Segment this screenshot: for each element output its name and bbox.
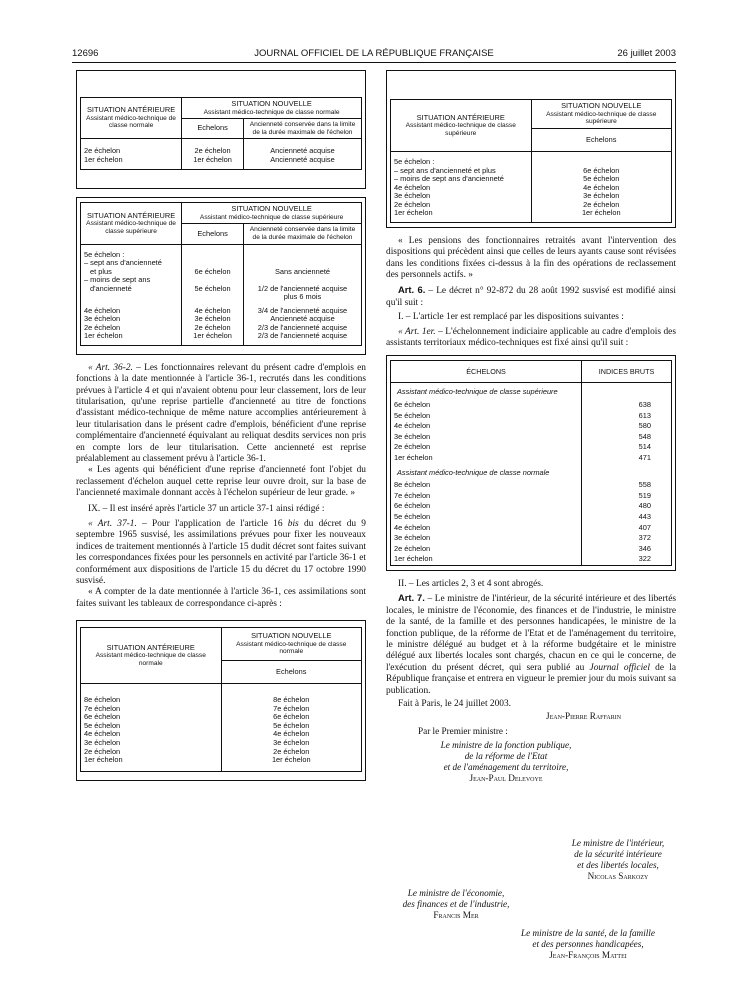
signature-title: et de l'aménagement du territoire, [443,762,569,772]
cell-anciennete: 2/3 de l'ancienneté acquise [243,324,361,333]
cell-indice: 638 [582,400,672,411]
cell-echelon: 1er échelon [182,156,244,165]
header-label: SITUATION ANTÉRIEURE [87,210,176,220]
header-label: SITUATION NOUVELLE [251,631,332,641]
signature-fonction-publique [386,740,626,784]
table-row [391,184,672,193]
cell-ante: 3e échelon [81,315,182,324]
signature-name: Jean-Paul Delevoye [469,773,543,783]
header-sub: Assistant médico-technique de classe normale [203,108,340,116]
header-sub: Assistant médico-technique de classe supérieure [199,213,344,221]
header-label: SITUATION NOUVELLE [231,204,312,214]
cell-ante: 1er échelon [391,209,532,218]
signature-title: de la réforme de l'Etat [464,751,548,761]
cell-indice: 443 [582,512,672,523]
header-sub: Assistant médico-technique de classe supérieure [86,220,176,235]
header-label: SITUATION ANTÉRIEURE [87,105,176,115]
bis-word: bis [287,518,299,529]
col-echelons: ÉCHELONS [391,361,582,383]
paragraph-fait-a-paris: Fait à Paris, le 24 juillet 2003. [398,699,512,710]
table-row [391,512,672,523]
cell-ante-line: – sept ans d'ancienneté [81,259,182,268]
signature-title: des finances et de l'industrie, [402,899,510,909]
article-ref: Art. 6. [398,284,426,296]
table-row [391,192,672,201]
par-le-premier-ministre: Par le Premier ministre : [418,726,508,736]
article-ref: « Art. 36-2. [88,362,133,373]
cell-echelon: 1er échelon [221,756,362,765]
table-row [81,730,362,739]
header-sub: Assistant médico-technique de classe supérieure [405,122,516,137]
cell-ante: 2e échelon [391,201,532,210]
paragraph: « A compter de la date mentionnée à l'article 36-1, ces assimilations sont faites suivant les tableaux de correspondance ci-après : [76,587,366,609]
cell-ante: – sept ans d'ancienneté et plus [391,167,532,176]
signature-title: de la sécurité intérieure [574,849,662,859]
table3-frame [76,620,366,780]
cell-echelon: 8e échelon [221,696,362,705]
header-sub: Assistant médico-technique de classe supérieure [546,110,657,126]
cell-anciennete: Ancienneté acquise [243,156,361,165]
header-label: SITUATION ANTÉRIEURE [416,112,505,122]
article-ref: Art. 7. [398,592,425,604]
paragraph-art-6 [386,284,676,309]
paragraph-ix: IX. – Il est inséré après l'article 37 un article 37-1 ainsi rédigé : [88,503,325,514]
paragraph-ii: II. – Les articles 2, 3 et 4 sont abrogés. [398,578,544,589]
cell-anciennete: Ancienneté acquise [243,147,361,156]
col-indices-bruts: INDICES BRUTS [582,361,672,383]
cell-echelon: 5e échelon [531,175,672,184]
cell-ante: d'ancienneté [81,285,182,294]
table-row [391,533,672,544]
table-normal-assimilation [80,627,362,771]
paragraph-text: du décret du 9 septembre 1965 susvisé, les assimilations prévues pour fixer les nouveaux indices de traitement mentionnés à l'article 15 dudit décret sont faites suivant les correspondances fixées pour les personnels en activité par l'article 36-1 et conformément aux dispositions de l'article 15 du décret du 17 octobre 1990 susvisé. [76,518,366,586]
cell-echelon: 8e échelon [391,480,582,491]
col-situation-nouvelle [182,203,362,224]
cell-indice: 514 [582,442,672,453]
cell-ante: 3e échelon [81,739,222,748]
table-row [391,421,672,432]
cell-echelon: 6e échelon [221,713,362,722]
cell-echelon: 2e échelon [182,324,244,333]
paragraph-text: – L'échelonnement indiciaire applicable au cadre d'emplois des assistants territoriaux médico-techniques est fixé ainsi qu'il suit : [386,326,676,349]
cell-ante: 2e échelon [81,324,182,333]
cell-ante: 5e échelon [81,722,222,731]
cell-echelon: 5e échelon [391,411,582,422]
col-situation-anterieure [391,100,532,152]
paragraph-text: – Pour l'application de l'article 16 [136,518,288,529]
cell-echelon: 1er échelon [391,453,582,464]
table-row [81,722,362,731]
signature-title: Le ministre de l'intérieur, [571,838,665,848]
table-row [391,491,672,502]
col-situation-nouvelle [221,628,362,661]
left-body-text [76,363,366,611]
table-row [391,501,672,512]
cell-echelon: 2e échelon [531,201,672,210]
cell-indice: 372 [582,533,672,544]
cell-indice: 558 [582,480,672,491]
right-column [386,70,676,710]
table-row [391,432,672,443]
running-header [72,48,676,62]
col-situation-anterieure [81,628,222,684]
page-number: 12696 [72,48,99,59]
signature-name: Francis Mer [433,910,479,920]
cell-anciennete: 3/4 de l'ancienneté acquise [243,307,361,316]
cell-ante: 7e échelon [81,705,222,714]
cell-echelon: 1er échelon [391,554,582,565]
table-row [391,201,672,210]
cell-echelon-5: 5e échelon : [391,158,532,167]
cell-ante: 8e échelon [81,696,222,705]
table-row [391,400,672,411]
left-column [76,70,366,789]
signature-name: Jean-François Mattei [549,950,627,960]
table5-frame [386,355,676,571]
header-label: SITUATION ANTÉRIEURE [106,642,195,652]
signature-title: Le ministre de la santé, de la famille [521,928,655,938]
header-rule [72,62,676,63]
cell-echelon: 6e échelon [182,268,244,277]
cell-echelon: 5e échelon [221,722,362,731]
cell-indice: 480 [582,501,672,512]
cell-ante: – moins de sept ans d'ancienneté [391,175,532,184]
col-situation-nouvelle [182,98,362,119]
section-title: Assistant médico-technique de classe normale [391,464,582,481]
cell-ante: 1er échelon [81,156,182,165]
table4-frame [386,70,676,228]
table-row [391,411,672,422]
cell-echelon: 4e échelon [391,523,582,534]
article-ref: « Art. 1er. [398,326,436,337]
journal-ref: Journal officiel [589,662,650,673]
table2-frame [76,197,366,354]
signature-interieur [530,838,706,882]
table-row [81,332,362,341]
cell-ante: 1er échelon [81,332,182,341]
col-situation-anterieure [81,203,182,244]
cell-echelon: 5e échelon [391,512,582,523]
table-row [81,756,362,765]
cell-anciennete: 2/3 de l'ancienneté acquise [243,332,361,341]
signature-title: et des libertés locales, [577,860,659,870]
table-row [391,442,672,453]
header-label: SITUATION NOUVELLE [561,101,642,110]
table-superieure-assimilation [390,99,672,223]
table-row [81,156,362,165]
table-row [391,453,672,464]
col-echelons: Echelons [221,660,362,684]
cell-indice: 580 [582,421,672,432]
col-echelons: Echelons [182,224,244,244]
cell-ante: 3e échelon [391,192,532,201]
cell-ante: et plus [81,268,182,277]
cell-ante: 4e échelon [81,730,222,739]
cell-ante: 2e échelon [81,147,182,156]
table-row [81,748,362,757]
col-anciennete: Ancienneté conservée dans la limite de la durée maximale de l'échelon [243,224,361,244]
cell-echelon: 6e échelon [391,501,582,512]
paragraph-text: de la République française et entrera en vigueur le premier jour du mois suivant sa publication. [386,662,677,696]
table-row [391,544,672,555]
cell-echelon: 7e échelon [221,705,362,714]
table-row [391,175,672,184]
cell-echelon: 6e échelon [531,167,672,176]
cell-ante: 6e échelon [81,713,222,722]
cell-echelon: 1er échelon [531,209,672,218]
signature-economie [386,888,526,921]
table-row [391,480,672,491]
cell-echelon: 4e échelon [531,184,672,193]
table-indices-bruts [390,360,672,566]
table1-frame [76,70,366,189]
cell-ante: 4e échelon [391,184,532,193]
cell-echelon: 1er échelon [182,332,244,341]
cell-echelon: 3e échelon [391,533,582,544]
right-body-text [386,236,676,350]
col-echelons: Echelons [531,128,672,152]
signature-title: Le ministre de l'économie, [407,888,505,898]
table-row [391,209,672,218]
cell-echelon: 2e échelon [391,442,582,453]
paragraph-art-36-2 [76,363,366,466]
col-situation-nouvelle [531,100,672,129]
table-row [81,739,362,748]
table-row [391,523,672,534]
cell-echelon: 5e échelon [182,285,244,294]
paragraph-art-37-1 [76,519,366,587]
cell-echelon: 3e échelon [221,739,362,748]
table-row [81,705,362,714]
header-sub: Assistant médico-technique de classe normale [236,640,347,656]
signature-title: Le ministre de la fonction publique, [440,740,572,750]
cell-indice: 613 [582,411,672,422]
cell-echelon-5: 5e échelon : [81,251,182,260]
signature-name: Nicolas Sarkozy [587,871,649,881]
header-sub: Assistant médico-technique de classe normale [86,114,176,130]
cell-echelon: 4e échelon [182,307,244,316]
paragraph-text: – Le ministre de l'intérieur, de la sécurité intérieure et des libertés locales, le ministre de l'économie, des finances et de l'industrie, le ministre de la santé, de la famille et des personnes handicapées, le ministre de la fonction publique, de la réforme de l'Etat et de l'aménagement du territoire, le ministre délégué au budget et à la réforme budgétaire et le ministre délégué aux libertés locales sont chargés, chacun en ce qui le concerne, de l'exécution du présent décret, qui sera publié au [386,594,677,673]
cell-ante-line: – moins de sept ans [81,276,182,285]
header-sub: Assistant médico-technique de classe normale [95,652,206,668]
cell-anciennete: 1/2 de l'ancienneté acquise [243,285,361,294]
cell-indice: 519 [582,491,672,502]
cell-indice: 548 [582,432,672,443]
paragraph-text: – Le décret n° 92-872 du 28 août 1992 susvisé est modifié ainsi qu'il suit : [386,286,676,308]
paragraph: « Les agents qui bénéficient d'une reprise d'ancienneté font l'objet du reclassement d'échelon auquel cette reprise leur ouvre droit, sur la base de l'ancienneté maximale donnant accès à l'échelon supérieur de leur grade. » [76,465,366,499]
signature-sante [488,928,688,961]
cell-echelon: 3e échelon [531,192,672,201]
cell-echelon: 4e échelon [391,421,582,432]
cell-indice: 407 [582,523,672,534]
cell-echelon: 2e échelon [391,544,582,555]
cell-echelon: 3e échelon [182,315,244,324]
paragraph-text: – Les fonctionnaires relevant du présent cadre d'emplois en fonctions à la date mentionnée à l'article 36-1, recrutés dans les conditions prévues à l'article 4 et qui n'avaient obtenu pour leur classement, lors de leur titularisation, qu'une reprise partielle d'ancienneté au titre de fonctions d'assistant médico-technique de même nature accomplies antérieurement à leur titularisation dans le présent cadre d'emplois, bénéficient d'une reprise complémentaire d'ancienneté équivalant au reliquat desdits services non pris en compte lors de leur titularisation. Cette ancienneté est reprise préalablement au classement prévu à l'article 36-1. [76,362,366,464]
cell-ante: 1er échelon [81,756,222,765]
cell-anciennete: Sans ancienneté [243,268,361,277]
cell-echelon: 4e échelon [221,730,362,739]
paragraph-art-1 [386,327,676,350]
cell-echelon: 2e échelon [182,147,244,156]
table-row [391,554,672,565]
cell-echelon: 3e échelon [391,432,582,443]
paragraph-pensions: « Les pensions des fonctionnaires retraités avant l'intervention des dispositions qui précèdent ainsi que celles de leurs ayants cause sont révisées dans les conditions fixées ci-dessus à la fin des opérations de reclassement des personnels actifs. » [386,235,676,281]
cell-indice: 322 [582,554,672,565]
header-label: SITUATION NOUVELLE [231,99,312,108]
col-situation-anterieure [81,98,182,139]
issue-date: 26 juillet 2003 [617,48,676,59]
cell-anciennete: Ancienneté acquise [243,315,361,324]
journal-title: JOURNAL OFFICIEL DE LA RÉPUBLIQUE FRANÇAISE [254,48,494,59]
table-normal-reclassement [80,97,362,170]
cell-anciennete-cont: plus 6 mois [243,293,361,302]
cell-echelon: 6e échelon [391,400,582,411]
paragraph-i: I. – L'article 1er est remplacé par les dispositions suivantes : [398,312,624,323]
cell-echelon: 7e échelon [391,491,582,502]
cell-echelon: 2e échelon [221,748,362,757]
col-echelons: Echelons [182,119,244,139]
table-row [81,713,362,722]
table-superieure-reclassement [80,202,362,345]
signature-premier-ministre: Jean-Pierre Raffarin [546,711,622,721]
cell-indice: 471 [582,453,672,464]
signature-title: et des personnes handicapées, [532,939,644,949]
cell-indice: 346 [582,544,672,555]
cell-ante: 4e échelon [81,307,182,316]
paragraph-art-7 [386,592,676,697]
table-row [81,696,362,705]
col-anciennete: Ancienneté conservée dans la limite de la durée maximale de l'échelon [243,119,361,139]
section-title: Assistant médico-technique de classe supérieure [391,383,582,400]
cell-ante: 2e échelon [81,748,222,757]
right-body-text-2 [386,579,676,710]
article-ref: « Art. 37-1. [88,518,137,529]
